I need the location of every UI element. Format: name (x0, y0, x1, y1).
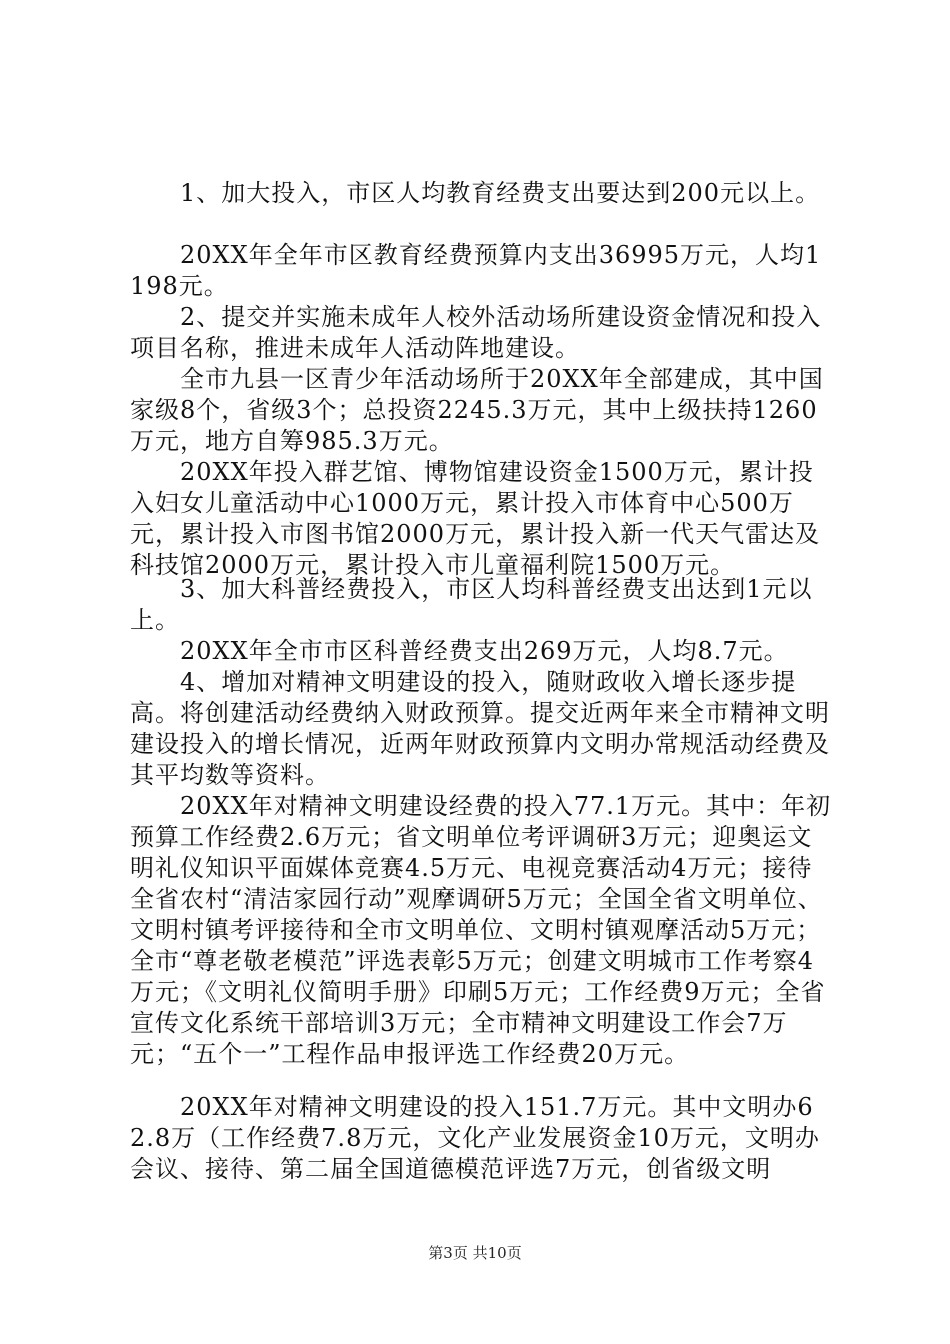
paragraph-7: 20XX年全市市区科普经费支出269万元，人均8.7元。 (130, 637, 789, 665)
paragraph-1: 1、加大投入，市区人均教育经费支出要达到200元以上。 (130, 179, 821, 207)
paragraph-5: 20XX年投入群艺馆、博物馆建设资金1500万元，累计投入妇女儿童活动中心1000万元，累计投入市体育中心500万元，累计投入市图书馆2000万元，累计投入新一代天气雷达及科技馆2000万元，累计投入市儿童福利院1500万元。 (130, 458, 821, 579)
paragraph-3: 2、提交并实施未成年人校外活动场所建设资金情况和投入项目名称，推进未成年人活动阵地建设。 (130, 303, 822, 362)
paragraph-2: 20XX年全年市区教育经费预算内支出36995万元，人均1198元。 (130, 241, 822, 300)
paragraph-10: 20XX年对精神文明建设的投入151.7万元。其中文明办62.8万（工作经费7.8万元，文化产业发展资金10万元，文明办会议、接待、第二届全国道德模范评选7万元，创省级文明 (130, 1093, 820, 1183)
page-footer: 第3页 共10页 (428, 1244, 522, 1262)
paragraph-9: 20XX年对精神文明建设经费的投入77.1万元。其中：年初预算工作经费2.6万元；省文明单位考评调研3万元；迎奥运文明礼仪知识平面媒体竞赛4.5万元、电视竞赛活动4万元；接待全省农村“清洁家园行动”观摩调研5万元；全国全省文明单位、文明村镇考评接待和全市文明单位、文明村镇观摩活动5万元；全市“尊老敬老模范”评选表彰5万元；创建文明城市工作考察4万元；《文明礼仪简明手册》印刷5万元；工作经费9万元；全省宣传文化系统干部培训3万元；全市精神文明建设工作会7万元；“五个一”工程作品申报评选工作经费20万元。 (130, 792, 832, 1068)
paragraph-6: 3、加大科普经费投入，市区人均科普经费支出达到1元以上。 (130, 575, 813, 634)
paragraph-4: 全市九县一区青少年活动场所于20XX年全部建成，其中国家级8个，省级3个；总投资2245.3万元，其中上级扶持1260万元，地方自筹985.3万元。 (130, 365, 824, 455)
paragraph-8: 4、增加对精神文明建设的投入，随财政收入增长逐步提高。将创建活动经费纳入财政预算。提交近两年来全市精神文明建设投入的增长情况，近两年财政预算内文明办常规活动经费及其平均数等资料。 (130, 668, 830, 789)
